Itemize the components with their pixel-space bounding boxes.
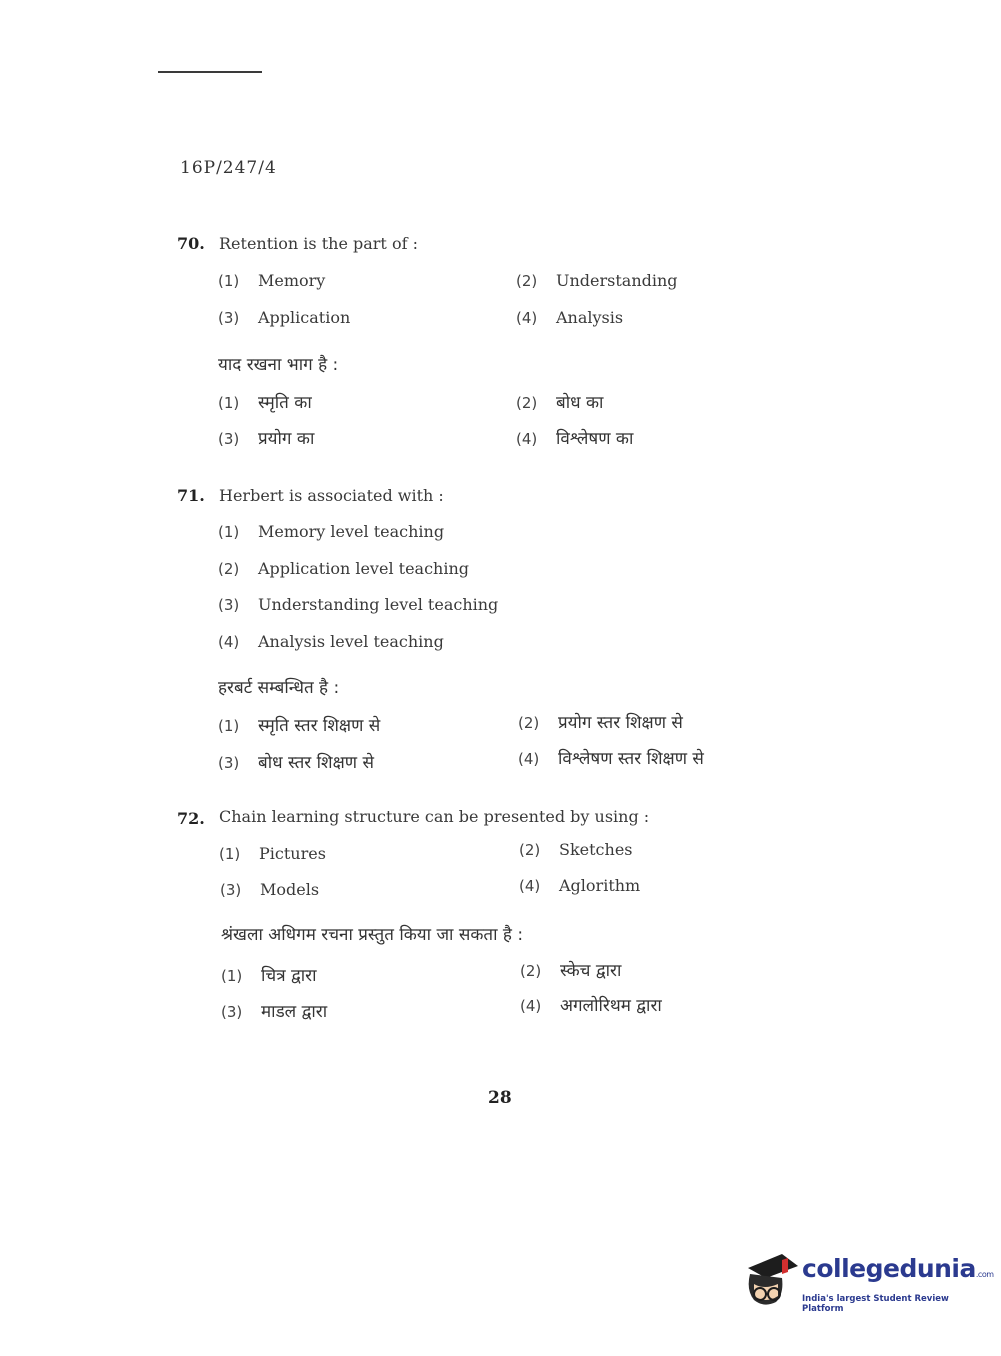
q71-option-4-en: (4) Analysis level teaching [218, 632, 444, 651]
q72-option-1-hi: (1) चित्र द्वारा [221, 966, 317, 986]
q72-option-2-en: (2) Sketches [519, 840, 633, 859]
question-70-text-hi: याद रखना भाग है : [218, 355, 339, 375]
q70-option-3-hi: (3) प्रयोग का [218, 429, 315, 449]
page-number: 28 [488, 1088, 512, 1108]
q70-option-2-hi: (2) बोध का [516, 393, 604, 413]
q72-option-3-hi: (3) माडल द्वारा [221, 1002, 328, 1022]
q71-option-2-hi: (2) प्रयोग स्तर शिक्षण से [518, 713, 683, 733]
q71-option-2-en: (2) Application level teaching [218, 559, 470, 578]
question-71-text-en: Herbert is associated with : [219, 486, 444, 505]
question-72-text-hi: श्रंखला अधिगम रचना प्रस्तुत किया जा सकता है : [221, 925, 524, 945]
paper-code: 16P/247/4 [180, 158, 277, 178]
question-70-text-en: Retention is the part of : [219, 234, 418, 253]
collegedunia-watermark [742, 1250, 994, 1316]
q70-option-4-en: (4) Analysis [516, 308, 624, 327]
q72-option-2-hi: (2) स्केच द्वारा [520, 961, 622, 981]
q71-option-4-hi: (4) विश्लेषण स्तर शिक्षण से [518, 749, 704, 769]
question-71-text-hi: हरबर्ट सम्बन्धित है : [218, 678, 340, 698]
q71-option-1-en: (1) Memory level teaching [218, 522, 445, 541]
q70-option-1-hi: (1) स्मृति का [218, 393, 312, 413]
q72-option-4-hi: (4) अगलोरिथम द्वारा [520, 996, 662, 1016]
q71-option-3-hi: (3) बोध स्तर शिक्षण से [218, 753, 374, 773]
question-71-number: 71. [177, 486, 205, 505]
q72-option-4-en: (4) Aglorithm [519, 876, 641, 895]
brand-name: collegedunia.com [802, 1254, 994, 1283]
q70-option-3-en: (3) Application [218, 308, 351, 327]
brand-tagline: India's largest Student Review Platform [802, 1294, 949, 1314]
q72-option-1-en: (1) Pictures [219, 844, 326, 863]
top-rule [158, 71, 262, 73]
q72-option-3-en: (3) Models [220, 880, 320, 899]
q70-option-4-hi: (4) विश्लेषण का [516, 429, 634, 449]
question-72-text-en: Chain learning structure can be presented by using : [219, 807, 650, 826]
q70-option-2-en: (2) Understanding [516, 271, 678, 290]
q71-option-1-hi: (1) स्मृति स्तर शिक्षण से [218, 716, 381, 736]
graduate-mascot-icon [742, 1250, 800, 1316]
question-70-number: 70. [177, 234, 205, 253]
question-72-number: 72. [177, 809, 205, 828]
q71-option-3-en: (3) Understanding level teaching [218, 595, 499, 614]
q70-option-1-en: (1) Memory [218, 271, 326, 290]
